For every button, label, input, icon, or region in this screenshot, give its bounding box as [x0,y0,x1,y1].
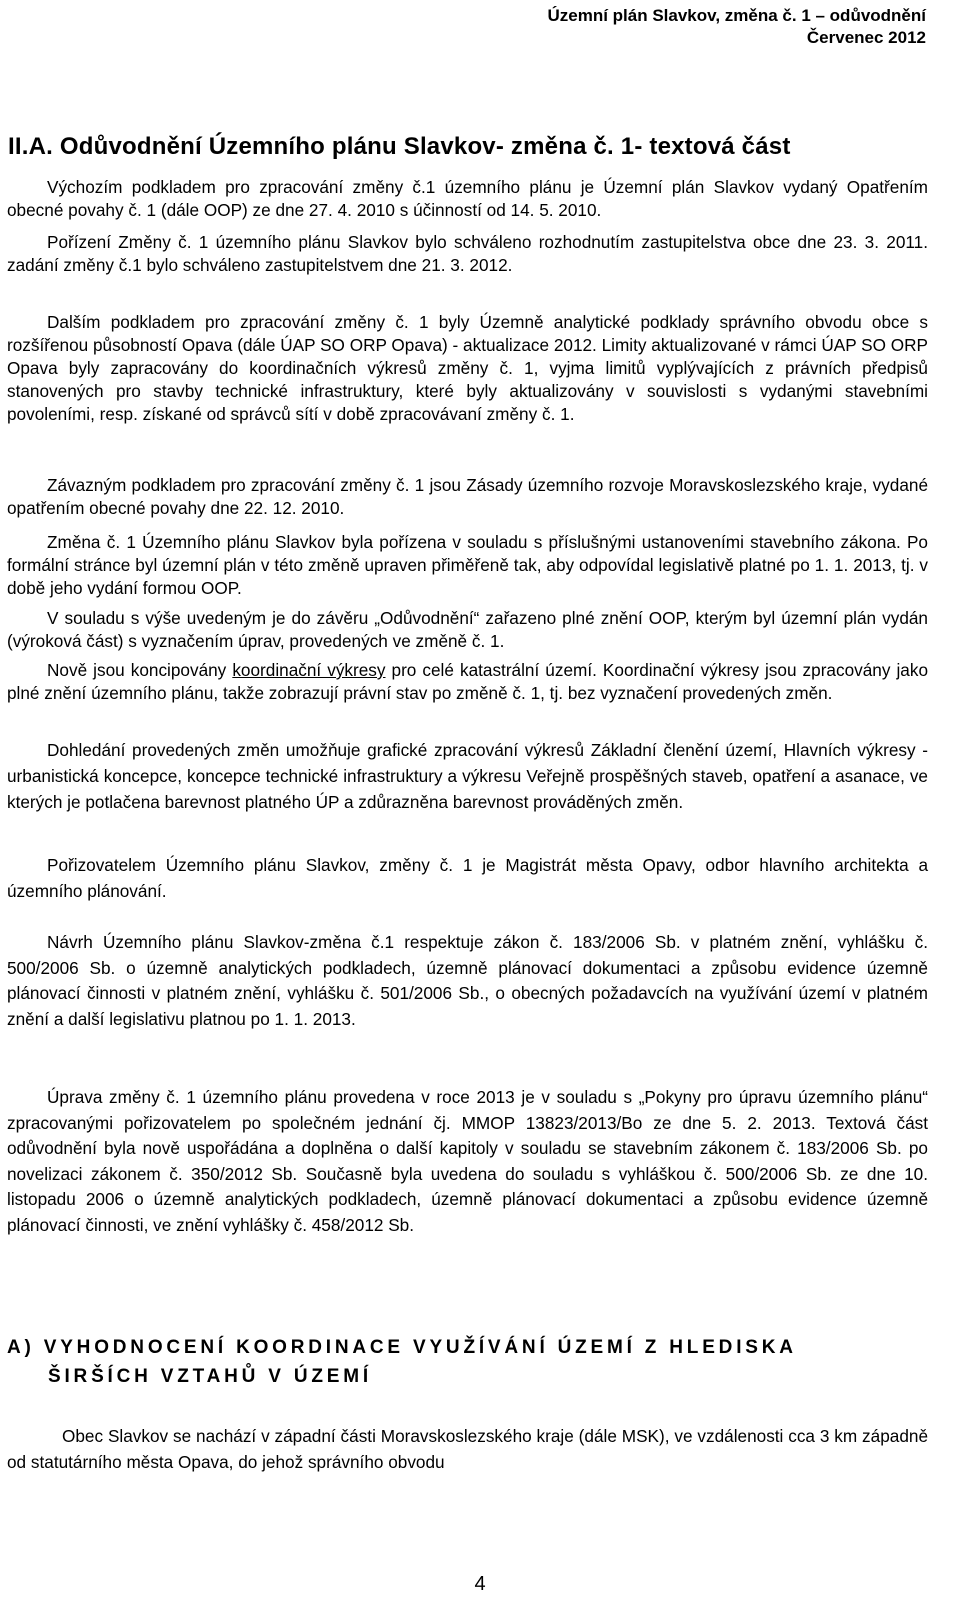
paragraph [7,852,928,904]
paragraph-text: Dohledání provedených změn umožňuje grafické zpracování výkresů Základní členění území, Hlavních výkresy - urbanistická koncepce, koncepce technické infrastruktury a výkresu Veřejně prospěšných staveb, opatření a asanace, ve kterých je potlačena barevnost platného ÚP a zdůrazněna barevnost prováděných změn. [7,740,928,812]
paragraph-text: Pořízení Změny č. 1 územního plánu Slavkov bylo schváleno rozhodnutím zastupitelstva obce dne 23. 3. 2011. zadání změny č.1 bylo schváleno zastupitelstvem dne 21. 3. 2012. [7,232,928,275]
section-heading [7,1333,942,1391]
paragraph [7,474,928,520]
header-title: Územní plán Slavkov, změna č. 1 – odůvodnění [547,6,926,25]
paragraph [7,737,928,815]
page-number: 4 [474,1573,486,1595]
paragraph [7,231,928,277]
paragraph-text: Pořizovatelem Územního plánu Slavkov, změny č. 1 je Magistrát města Opavy, odbor hlavního architekta a územního plánování. [7,855,928,901]
header-date: Červenec 2012 [806,28,926,47]
paragraph-text [7,659,928,705]
section-heading-line1: A) VYHODNOCENÍ KOORDINACE VYUŽÍVÁNÍ ÚZEMÍ Z HLEDISKA [7,1337,797,1358]
paragraph-text: Závazným podkladem pro zpracování změny č. 1 jsou Zásady územního rozvoje Moravskoslezského kraje, vydané opatřením obecné povahy dne 22. 12. 2010. [7,475,928,518]
section-heading-line2: ŠIRŠÍCH VZTAHŮ V ÚZEMÍ [48,1366,372,1387]
koordinacni-vykresy-link[interactable]: koordinační výkresy [232,660,386,680]
paragraph-text-start: Nově jsou koncipovány [47,660,233,680]
running-header [547,5,926,49]
paragraph-text: Návrh Územního plánu Slavkov-změna č.1 respektuje zákon č. 183/2006 Sb. v platném znění, vyhlášku č. 500/2006 Sb. o územně analytických podkladech, územně plánovací dokumentaci a způsobu evidence územně plánovací činnosti v platném znění, vyhlášku č. 501/2006 Sb., o obecných požadavcích na využívání území v platném znění a další legislativu platnou po 1. 1. 2013. [7,932,928,1029]
paragraph-text-end: pro celé katastrální území. Koordinační výkresy jsou zpracovány jako plné znění územního plánu, takže zobrazují právní stav po změně č. 1, tj. bez vyznačení provedených změn. [7,660,929,703]
document-title: II.A. Odůvodnění Územního plánu Slavkov- změna č. 1- textová část [8,133,791,160]
paragraph [7,176,928,222]
paragraph [7,607,928,653]
paragraph-text: V souladu s výše uvedeným je do závěru „Odůvodnění“ zařazeno plné znění OOP, kterým byl územní plán vydán (výroková část) s vyznačením úprav, provedených ve změně č. 1. [7,608,928,651]
paragraph [7,1424,928,1475]
paragraph [7,930,928,1032]
paragraph [7,1085,928,1238]
paragraph [7,531,928,600]
paragraph-text: Změna č. 1 Územního plánu Slavkov byla pořízena v souladu s příslušnými ustanoveními stavebního zákona. Po formální stránce byl územní plán v této změně upraven přiměřeně tak, aby odpovídal legislativě platné po 1. 1. 2013, tj. v době jeho vydání formou OOP. [7,532,928,598]
paragraph-text: Dalším podkladem pro zpracování změny č. 1 byly Územně analytické podklady správního obvodu obce s rozšířenou působností Opava (dále ÚAP SO ORP Opava) - aktualizace 2012. Limity aktualizované v rámci ÚAP SO ORP Opava byly zapracovány do koordinačních výkresů změny č. 1, vyjma limitů vyplývajících z právních předpisů stanovených pro stavby technické infrastruktury, které byly aktualizovány v souvislosti s vydanými stavebními povoleními, resp. získané od správců sítí v době zpracovávaní změny č. 1. [7,312,928,424]
paragraph-text: Obec Slavkov se nachází v západní části Moravskoslezského kraje (dále MSK), ve vzdálenosti cca 3 km západně od statutárního města Opava, do jehož správního obvodu [7,1426,928,1472]
paragraph-text: Úprava změny č. 1 územního plánu provedena v roce 2013 je v souladu s „Pokyny pro úpravu územního plánu“ zpracovanými pořizovatelem po společném jednání čj. MMOP 13823/2013/Bo ze dne 5. 2. 2013. Textová část odůvodnění byla nově uspořádána a doplněna o další kapitoly v souladu se stavebním zákonem č. 183/2006 Sb. po novelizaci zákonem č. 350/2012 Sb. Současně byla uvedena do souladu s vyhláškou č. 500/2006 Sb. ze dne 10. listopadu 2006 o územně analytických podkladech, územně plánovací dokumentaci a způsobu evidence územně plánovací činnosti, ve znění vyhlášky č. 458/2012 Sb. [7,1087,928,1235]
paragraph [7,659,928,705]
paragraph [7,311,928,426]
paragraph-text: Výchozím podkladem pro zpracování změny č.1 územního plánu je Územní plán Slavkov vydaný Opatřením obecné povahy č. 1 (dále OOP) ze dne 27. 4. 2010 s účinností od 14. 5. 2010. [7,177,928,220]
